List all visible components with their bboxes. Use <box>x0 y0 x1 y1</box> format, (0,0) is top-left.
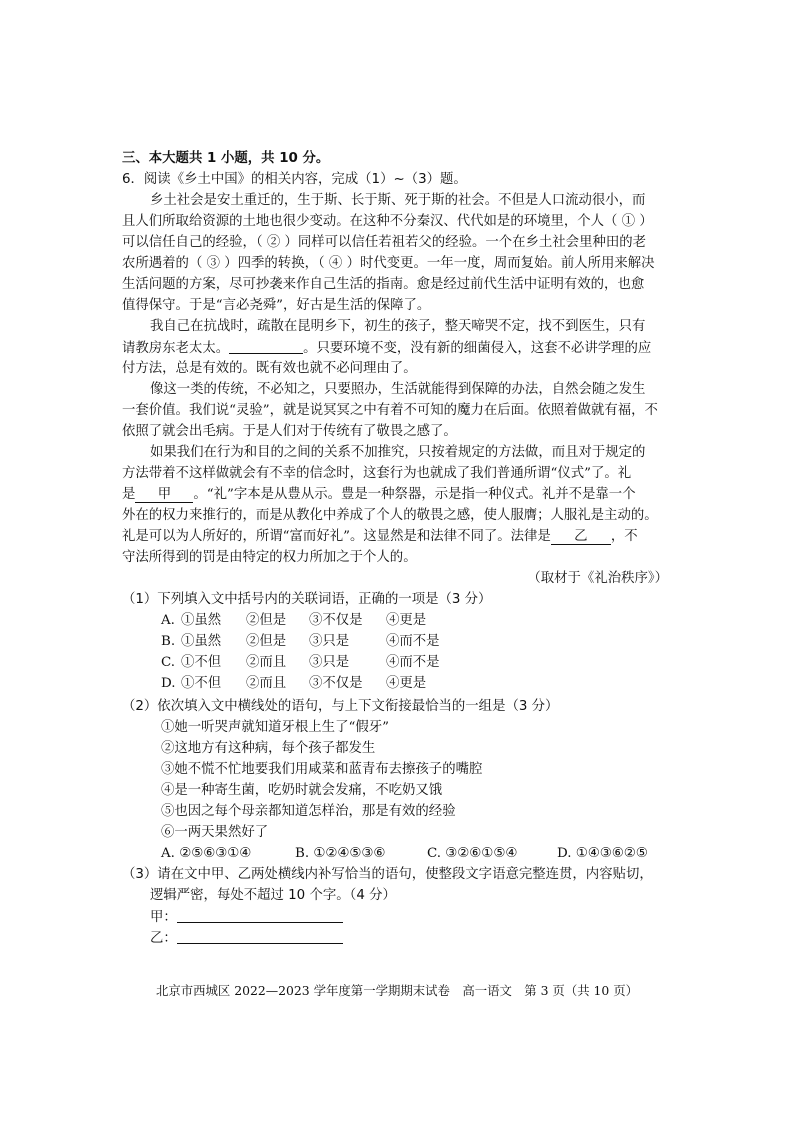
option-label: C. <box>427 846 442 861</box>
option-label: A. <box>161 613 175 628</box>
q1-option-b-item: ③只是 <box>309 634 350 649</box>
q3-stem: （3）请在文中甲、乙两处横线内补写恰当的语句，使整段文字语意完整连贯，内容贴切， <box>122 867 653 882</box>
q2-sentence: ⑥一两天果然好了 <box>161 825 269 840</box>
option-label: A. <box>161 846 175 861</box>
q1-option-c-item: ②而且 <box>246 655 287 670</box>
passage-text: 。只要环境不变，没有新的细菌侵入，这套不必讲学理的应 <box>303 341 652 356</box>
q1-option-b[interactable] <box>161 633 175 651</box>
passage-line: 我自己在抗战时，疏散在昆明乡下，初生的孩子，整天啼哭不定，找不到医生，只有 <box>150 319 646 334</box>
q1-option-b-item: ④而不是 <box>386 634 440 649</box>
option-label: D. <box>161 676 176 691</box>
passage-text: 礼是可以为人所好的，所谓“富而好礼”。这显然是和法律不同了。法律是 <box>122 529 551 544</box>
blank-yi: 乙 <box>551 529 611 545</box>
option-value: ③②⑥①⑤④ <box>445 846 518 861</box>
passage-line: 如果我们在行为和目的之间的关系不加推究，只按着规定的方法做，而且对于规定的 <box>150 445 646 460</box>
passage-line <box>122 528 638 546</box>
answer-input-yi[interactable] <box>177 929 343 944</box>
q2-choice-d[interactable] <box>557 845 648 863</box>
q2-sentence: ④是一种寄生菌，吃奶时就会发痛，不吃奶又饿 <box>161 783 443 798</box>
passage-line: 像这一类的传统，不必知之，只要照办，生活就能得到保障的办法，自然会随之发生 <box>150 382 646 397</box>
q2-sentence: ②这地方有这种病，每个孩子都发生 <box>161 741 376 756</box>
q1-option-d-item: ①不但 <box>181 676 222 691</box>
passage-text: 请教房东老太太。 <box>122 341 230 356</box>
blank-jia: 甲 <box>135 487 193 503</box>
fill-blank-line <box>229 339 303 354</box>
q1-option-b-item: ②但是 <box>246 634 287 649</box>
q3-stem-cont: 逻辑严密，每处不超过 10 个字。（4 分） <box>150 888 396 903</box>
question-intro: 6．阅读《乡土中国》的相关内容，完成（1）~（3）题。 <box>122 172 467 187</box>
passage-line: 且人们所取给资源的土地也很少变动。在这种不分秦汉、代代如是的环境里，个人（ ① ） <box>122 214 653 229</box>
q2-choice-b[interactable] <box>295 845 385 863</box>
passage-text: 。“礼”字本是从豊从示。豊是一种祭器，示是指一种仪式。礼并不是靠一个 <box>193 487 636 502</box>
q1-option-d-item: ③不仅是 <box>309 676 363 691</box>
section-heading: 三、本大题共 1 小题，共 10 分。 <box>122 151 330 166</box>
answer-label-jia: 甲： <box>150 910 177 925</box>
q2-sentence: ①她一听哭声就知道牙根上生了“假牙” <box>161 720 389 735</box>
answer-line-yi <box>150 929 343 948</box>
q1-stem: （1）下列填入文中括号内的关联词语，正确的一项是（3 分） <box>122 592 492 607</box>
passage-line <box>122 339 651 358</box>
q2-sentence: ⑤也因之每个母亲都知道怎样治，那是有效的经验 <box>161 804 456 819</box>
option-label: D. <box>557 846 572 861</box>
passage-line: 外在的权力来推行的，而是从教化中养成了个人的敬畏之感，使人服膺；人服礼是主动的。 <box>122 508 658 523</box>
passage-line: 依照了就会出毛病。于是人们对于传统有了敬畏之感了。 <box>122 424 457 439</box>
option-label: C. <box>161 655 176 670</box>
passage-source: （取材于《礼治秩序》） <box>527 571 668 586</box>
answer-label-yi: 乙： <box>150 931 177 946</box>
q2-choice-a[interactable] <box>161 845 251 863</box>
option-value: ①④③⑥②⑤ <box>575 846 648 861</box>
q2-choice-c[interactable] <box>427 845 517 863</box>
option-label: B. <box>161 634 176 649</box>
passage-line: 一套价值。我们说“灵验”，就是说冥冥之中有着不可知的魔力在后面。依照着做就有福，不 <box>122 403 658 418</box>
q1-option-c-item: ④而不是 <box>386 655 440 670</box>
q2-sentence: ③她不慌不忙地要我们用咸菜和蓝青布去擦孩子的嘴腔 <box>161 762 483 777</box>
passage-line: 付方法，总是有效的。既有效也就不必问理由了。 <box>122 361 417 376</box>
answer-input-jia[interactable] <box>177 908 343 923</box>
passage-text: 是 <box>122 487 136 502</box>
q1-option-d-item: ②而且 <box>246 676 287 691</box>
passage-text: ，不 <box>610 529 638 544</box>
answer-line-jia <box>150 908 343 927</box>
q1-option-a[interactable] <box>161 612 175 630</box>
passage-line: 农所遇着的（ ③ ）四季的转换，（ ④ ）时代变更。一年一度，周而复始。前人所用来解决 <box>122 256 655 271</box>
q1-option-a-item: ①虽然 <box>181 613 222 628</box>
q1-option-c[interactable] <box>161 654 175 672</box>
option-label: B. <box>295 846 310 861</box>
passage-line: 生活问题的方案，尽可抄袭来作自己生活的指南。愈是经过前代生活中证明有效的，也愈 <box>122 277 645 292</box>
q1-option-b-item: ①虽然 <box>181 634 222 649</box>
q1-option-c-item: ③只是 <box>309 655 350 670</box>
q1-option-a-item: ③不仅是 <box>309 613 363 628</box>
q2-stem: （2）依次填入文中横线处的语句，与上下文衔接最恰当的一组是（3 分） <box>122 699 559 714</box>
passage-line: 守法所得到的罚是由特定的权力所加之于个人的。 <box>122 550 417 565</box>
passage-line: 可以信任自己的经验，（ ② ）同样可以信任若祖若父的经验。一个在乡土社会里种田的老 <box>122 235 647 250</box>
q1-option-a-item: ④更是 <box>386 613 427 628</box>
passage-line: 值得保守。于是“言必尧舜”，好古是生活的保障了。 <box>122 298 431 313</box>
passage-line: 方法带着不这样做就会有不幸的信念时，这套行为也就成了我们普通所谓“仪式”了。礼 <box>122 466 632 481</box>
q1-option-d-item: ④更是 <box>386 676 427 691</box>
q1-option-d[interactable] <box>161 675 176 693</box>
passage-line: 乡土社会是安土重迁的，生于斯、长于斯、死于斯的社会。不但是人口流动很小，而 <box>150 193 646 208</box>
q1-option-a-item: ②但是 <box>246 613 287 628</box>
passage-line <box>122 486 636 504</box>
page-footer: 北京市西城区 2022—2023 学年度第一学期期末试卷 高一语文 第 3 页（共 10 页） <box>155 983 639 998</box>
q1-option-c-item: ①不但 <box>181 655 222 670</box>
option-value: ②⑤⑥③①④ <box>179 846 252 861</box>
option-value: ①②④⑤③⑥ <box>313 846 386 861</box>
